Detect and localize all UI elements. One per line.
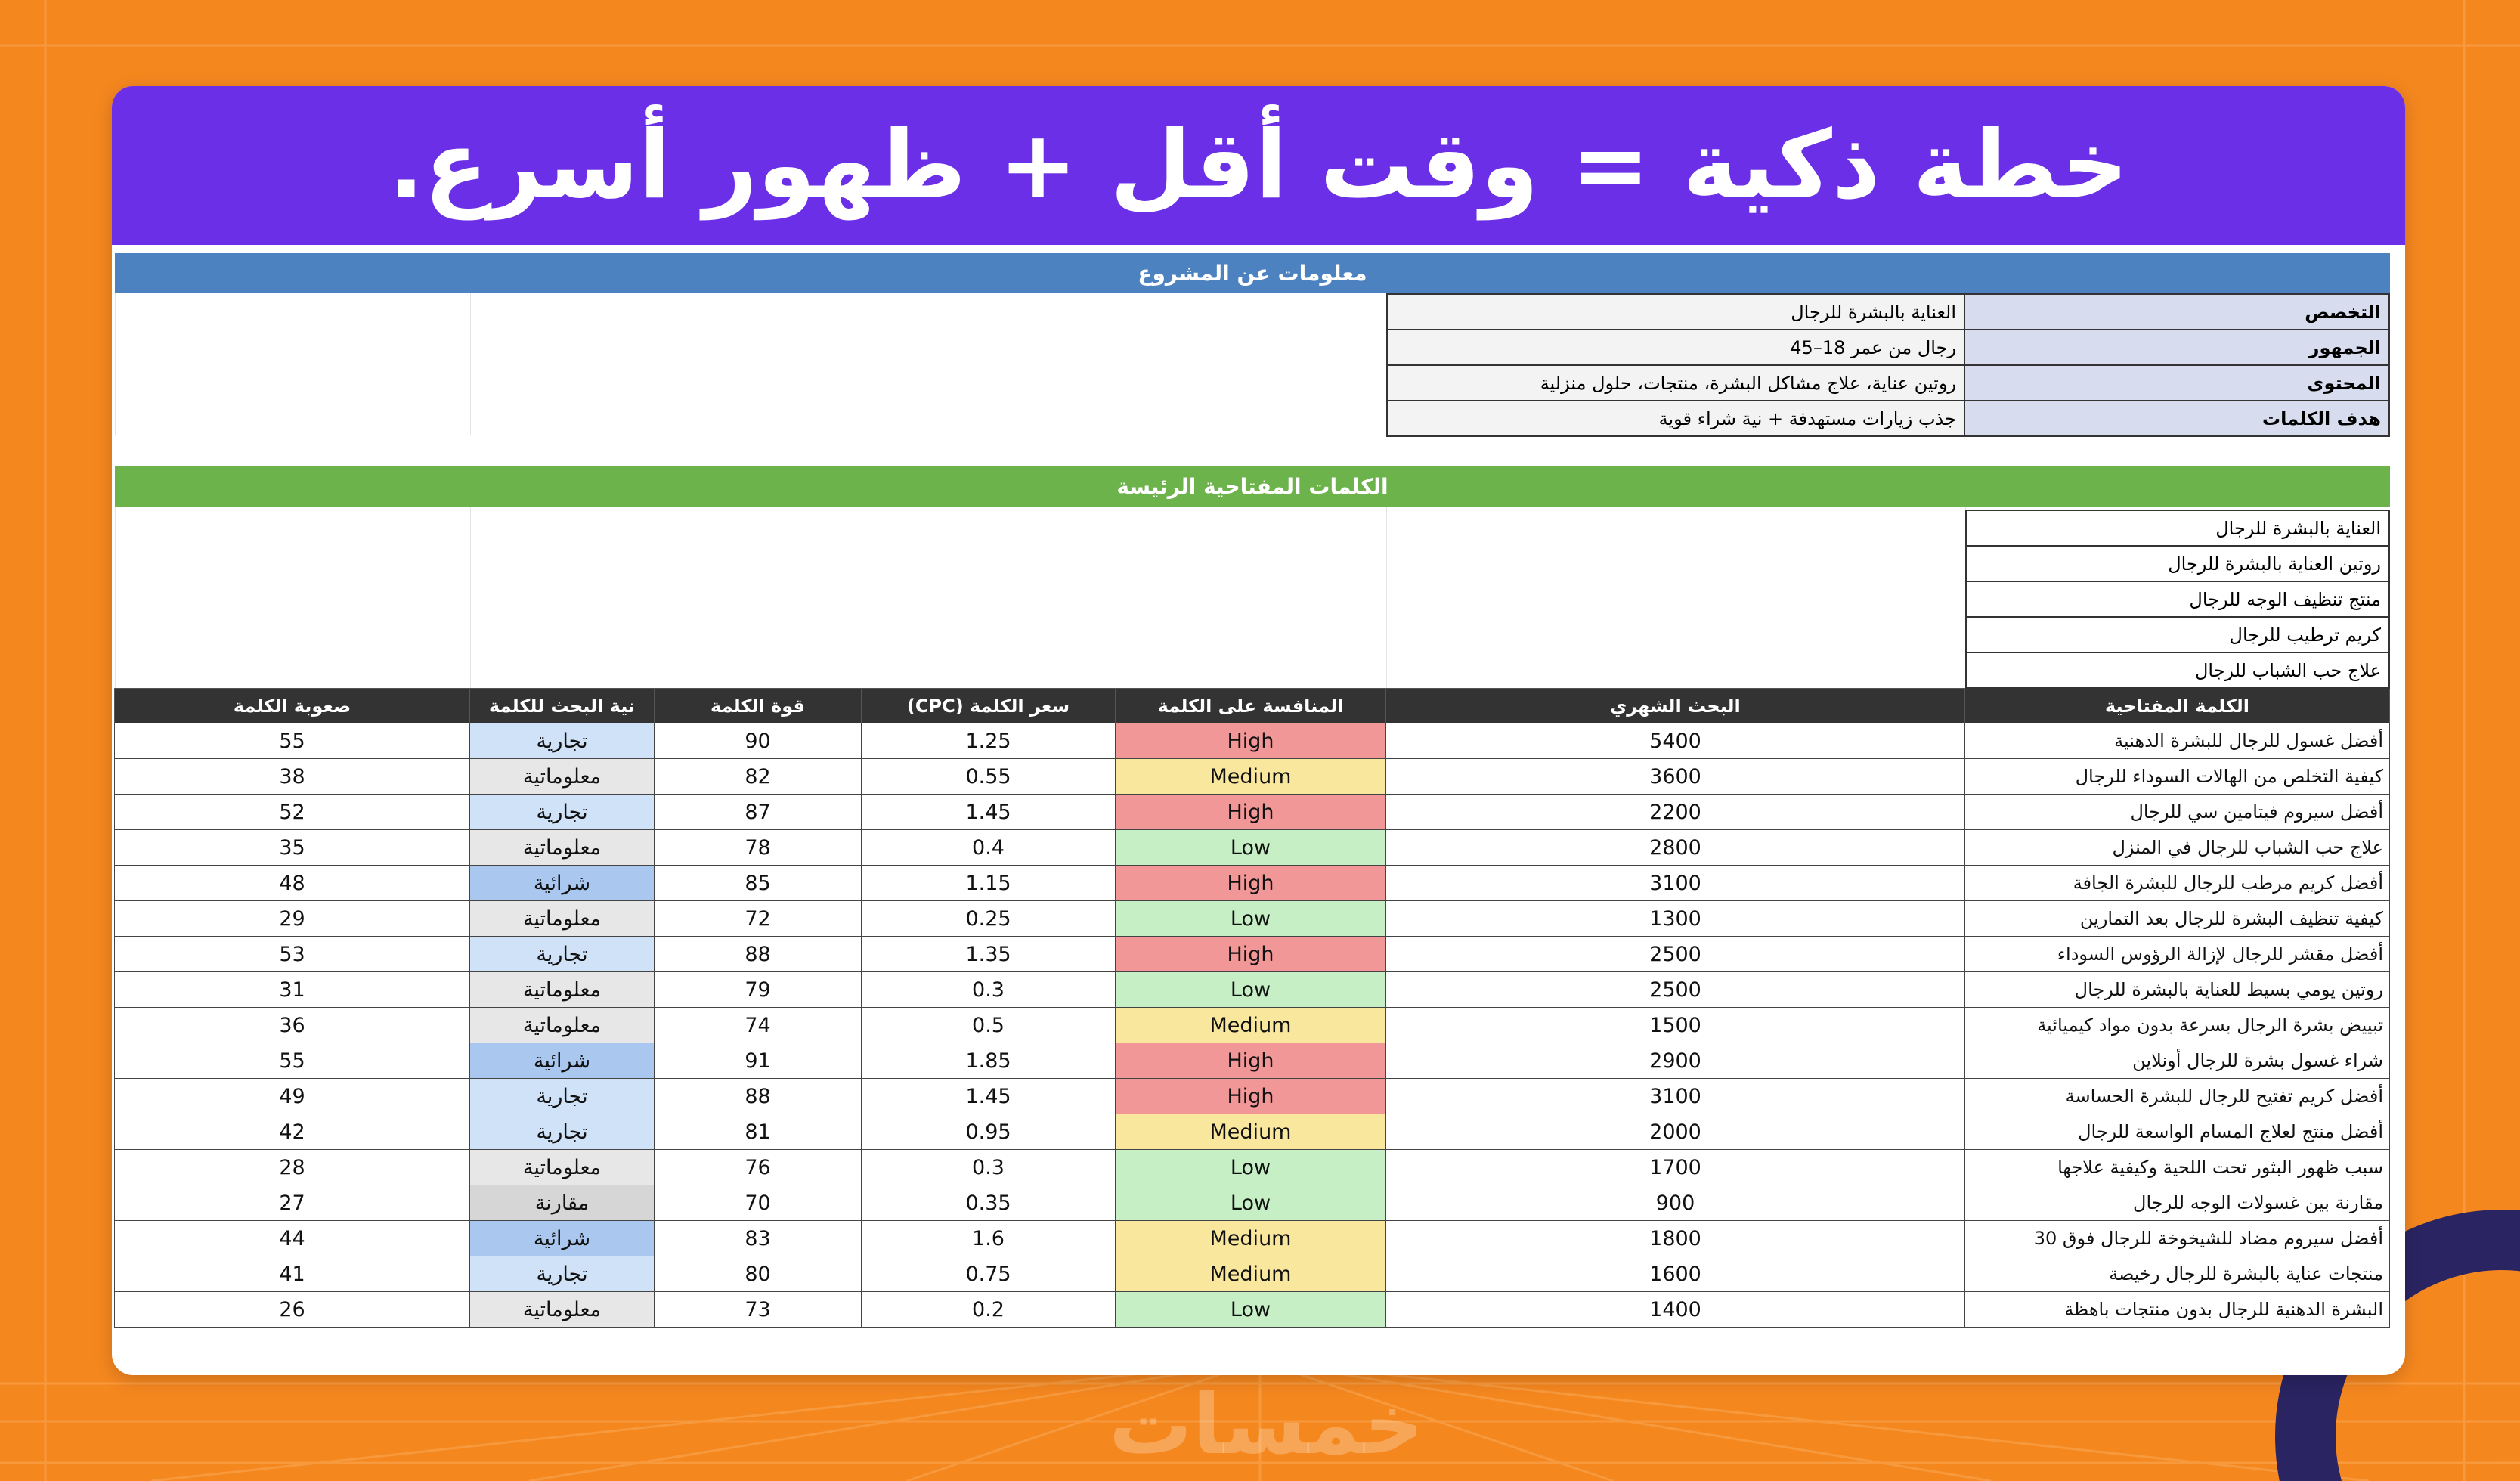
- strength-cell: 82: [655, 759, 862, 795]
- intent-cell: معلوماتية: [470, 1008, 655, 1043]
- intent-cell: معلوماتية: [470, 759, 655, 795]
- strength-cell: 83: [655, 1221, 862, 1256]
- spacer-row: [115, 435, 2390, 466]
- intent-cell: تجارية: [470, 1114, 655, 1150]
- difficulty-cell: 27: [115, 1185, 470, 1221]
- volume-cell: 1800: [1386, 1221, 1965, 1256]
- info-value: العناية بالبشرة للرجال: [1387, 294, 1964, 330]
- table-row: [115, 759, 2390, 795]
- cpc-cell: 0.35: [862, 1185, 1116, 1221]
- difficulty-cell: 41: [115, 1256, 470, 1292]
- strength-cell: 88: [655, 1079, 862, 1114]
- competition-cell: Low: [1116, 1292, 1386, 1328]
- keyword-cell: أفضل مقشر للرجال لإزالة الرؤوس السوداء: [1965, 937, 2390, 972]
- competition-cell: Medium: [1116, 1221, 1386, 1256]
- competition-cell: High: [1116, 1079, 1386, 1114]
- intent-cell: مقارنة: [470, 1185, 655, 1221]
- difficulty-cell: 52: [115, 795, 470, 830]
- volume-cell: 2000: [1386, 1114, 1965, 1150]
- volume-cell: 2500: [1386, 972, 1965, 1008]
- cpc-cell: 1.25: [862, 723, 1116, 759]
- column-header: البحث الشهري: [1386, 689, 1965, 723]
- keyword-cell: البشرة الدهنية للرجال بدون منتجات باهظة: [1965, 1292, 2390, 1328]
- column-header: المنافسة على الكلمة: [1116, 689, 1386, 723]
- table-row: [115, 1256, 2390, 1292]
- keyword-cell: مقارنة بين غسولات الوجه للرجال: [1965, 1185, 2390, 1221]
- strength-cell: 76: [655, 1150, 862, 1185]
- intent-cell: تجارية: [470, 937, 655, 972]
- strength-cell: 85: [655, 866, 862, 901]
- project-info-header: معلومات عن المشروع: [115, 253, 2390, 293]
- table-row: [115, 723, 2390, 759]
- difficulty-cell: 26: [115, 1292, 470, 1328]
- project-info-table: [1386, 293, 2390, 437]
- strength-cell: 91: [655, 1043, 862, 1079]
- intent-cell: تجارية: [470, 723, 655, 759]
- strength-cell: 90: [655, 723, 862, 759]
- cpc-cell: 0.75: [862, 1256, 1116, 1292]
- volume-cell: 2500: [1386, 937, 1965, 972]
- info-label: المحتوى: [1964, 365, 2389, 401]
- info-value: جذب زيارات مستهدفة + نية شراء قوية: [1387, 401, 1964, 436]
- volume-cell: 3100: [1386, 866, 1965, 901]
- column-header: سعر الكلمة (CPC): [862, 689, 1116, 723]
- table-row: [115, 866, 2390, 901]
- keyword-cell: شراء غسول بشرة للرجال أونلاين: [1965, 1043, 2390, 1079]
- competition-cell: Medium: [1116, 1114, 1386, 1150]
- column-header: قوة الكلمة: [655, 689, 862, 723]
- keyword-cell: أفضل كريم مرطب للرجال للبشرة الجافة: [1965, 866, 2390, 901]
- title-banner: [112, 86, 2405, 245]
- cpc-cell: 0.95: [862, 1114, 1116, 1150]
- competition-cell: High: [1116, 795, 1386, 830]
- main-keyword-row: [1966, 617, 2389, 652]
- difficulty-cell: 36: [115, 1008, 470, 1043]
- main-keyword: علاج حب الشباب للرجال: [1966, 652, 2389, 688]
- strength-cell: 79: [655, 972, 862, 1008]
- competition-cell: Low: [1116, 1150, 1386, 1185]
- table-row: [115, 830, 2390, 866]
- info-row: [1387, 294, 2389, 330]
- info-row: [1387, 401, 2389, 436]
- cpc-cell: 1.15: [862, 866, 1116, 901]
- info-label: التخصص: [1964, 294, 2389, 330]
- cpc-cell: 0.55: [862, 759, 1116, 795]
- intent-cell: شرائية: [470, 1221, 655, 1256]
- main-keyword: منتج تنظيف الوجه للرجال: [1966, 581, 2389, 617]
- cpc-cell: 1.45: [862, 1079, 1116, 1114]
- cpc-cell: 0.3: [862, 972, 1116, 1008]
- cpc-cell: 0.3: [862, 1150, 1116, 1185]
- intent-cell: معلوماتية: [470, 830, 655, 866]
- strength-cell: 87: [655, 795, 862, 830]
- cpc-cell: 1.45: [862, 795, 1116, 830]
- strength-cell: 80: [655, 1256, 862, 1292]
- info-row: [1387, 365, 2389, 401]
- intent-cell: معلوماتية: [470, 901, 655, 937]
- keyword-cell: أفضل غسول للرجال للبشرة الدهنية: [1965, 723, 2390, 759]
- project-info-section: [115, 293, 2390, 435]
- difficulty-cell: 44: [115, 1221, 470, 1256]
- info-label: هدف الكلمات: [1964, 401, 2389, 436]
- difficulty-cell: 42: [115, 1114, 470, 1150]
- volume-cell: 2900: [1386, 1043, 1965, 1079]
- main-keyword: العناية بالبشرة للرجال: [1966, 510, 2389, 546]
- intent-cell: معلوماتية: [470, 972, 655, 1008]
- volume-cell: 1400: [1386, 1292, 1965, 1328]
- column-header: صعوبة الكلمة: [115, 689, 470, 723]
- intent-cell: شرائية: [470, 866, 655, 901]
- competition-cell: Low: [1116, 1185, 1386, 1221]
- info-value: روتين عناية، علاج مشاكل البشرة، منتجات، حلول منزلية: [1387, 365, 1964, 401]
- column-header: نية البحث للكلمة: [470, 689, 655, 723]
- volume-cell: 2800: [1386, 830, 1965, 866]
- volume-cell: 1500: [1386, 1008, 1965, 1043]
- watermark-logo: خمسات: [1109, 1376, 1424, 1473]
- keyword-cell: كيفية تنظيف البشرة للرجال بعد التمارين: [1965, 901, 2390, 937]
- main-keyword-row: [1966, 581, 2389, 617]
- cpc-cell: 1.35: [862, 937, 1116, 972]
- table-row: [115, 1185, 2390, 1221]
- competition-cell: Low: [1116, 972, 1386, 1008]
- keyword-cell: كيفية التخلص من الهالات السوداء للرجال: [1965, 759, 2390, 795]
- competition-cell: High: [1116, 723, 1386, 759]
- keyword-cell: روتين يومي بسيط للعناية بالبشرة للرجال: [1965, 972, 2390, 1008]
- main-keywords-header: الكلمات المفتاحية الرئيسة: [115, 466, 2390, 507]
- strength-cell: 81: [655, 1114, 862, 1150]
- competition-cell: High: [1116, 1043, 1386, 1079]
- difficulty-cell: 31: [115, 972, 470, 1008]
- volume-cell: 3600: [1386, 759, 1965, 795]
- keyword-cell: أفضل سيروم فيتامين سي للرجال: [1965, 795, 2390, 830]
- keyword-cell: منتجات عناية بالبشرة للرجال رخيصة: [1965, 1256, 2390, 1292]
- table-row: [115, 1043, 2390, 1079]
- main-keywords-list: [1965, 510, 2390, 689]
- difficulty-cell: 28: [115, 1150, 470, 1185]
- spreadsheet-card: [112, 86, 2405, 1375]
- table-row: [115, 1221, 2390, 1256]
- main-keyword-row: [1966, 546, 2389, 581]
- volume-cell: 2200: [1386, 795, 1965, 830]
- cpc-cell: 0.4: [862, 830, 1116, 866]
- spreadsheet: [115, 253, 2390, 1328]
- main-keyword: روتين العناية بالبشرة للرجال: [1966, 546, 2389, 581]
- main-keyword-row: [1966, 652, 2389, 688]
- intent-cell: تجارية: [470, 795, 655, 830]
- keyword-cell: أفضل سيروم مضاد للشيخوخة للرجال فوق 30: [1965, 1221, 2390, 1256]
- intent-cell: معلوماتية: [470, 1150, 655, 1185]
- column-header: الكلمة المفتاحية: [1965, 689, 2390, 723]
- difficulty-cell: 29: [115, 901, 470, 937]
- competition-cell: Low: [1116, 830, 1386, 866]
- volume-cell: 1600: [1386, 1256, 1965, 1292]
- table-header-row: [115, 689, 2390, 723]
- table-row: [115, 901, 2390, 937]
- keywords-data-table: [114, 688, 2390, 1328]
- table-row: [115, 1008, 2390, 1043]
- competition-cell: High: [1116, 937, 1386, 972]
- table-row: [115, 1079, 2390, 1114]
- intent-cell: تجارية: [470, 1079, 655, 1114]
- strength-cell: 70: [655, 1185, 862, 1221]
- main-keyword: كريم ترطيب للرجال: [1966, 617, 2389, 652]
- table-row: [115, 937, 2390, 972]
- intent-cell: شرائية: [470, 1043, 655, 1079]
- strength-cell: 72: [655, 901, 862, 937]
- table-row: [115, 1150, 2390, 1185]
- intent-cell: تجارية: [470, 1256, 655, 1292]
- cpc-cell: 1.85: [862, 1043, 1116, 1079]
- intent-cell: معلوماتية: [470, 1292, 655, 1328]
- table-row: [115, 795, 2390, 830]
- volume-cell: 1300: [1386, 901, 1965, 937]
- volume-cell: 3100: [1386, 1079, 1965, 1114]
- table-row: [115, 1292, 2390, 1328]
- competition-cell: Low: [1116, 901, 1386, 937]
- main-keywords-section: [115, 507, 2390, 688]
- competition-cell: Medium: [1116, 1008, 1386, 1043]
- info-label: الجمهور: [1964, 330, 2389, 365]
- keyword-cell: علاج حب الشباب للرجال في المنزل: [1965, 830, 2390, 866]
- difficulty-cell: 55: [115, 1043, 470, 1079]
- keyword-cell: أفضل كريم تفتيح للرجال للبشرة الحساسة: [1965, 1079, 2390, 1114]
- keyword-cell: سبب ظهور البثور تحت اللحية وكيفية علاجها: [1965, 1150, 2390, 1185]
- keyword-cell: تبييض بشرة الرجال بسرعة بدون مواد كيميائية: [1965, 1008, 2390, 1043]
- difficulty-cell: 38: [115, 759, 470, 795]
- volume-cell: 1700: [1386, 1150, 1965, 1185]
- cpc-cell: 0.5: [862, 1008, 1116, 1043]
- banner-title: خطة ذكية = وقت أقل + ظهور أسرع.: [389, 111, 2128, 220]
- keyword-cell: أفضل منتج لعلاج المسام الواسعة للرجال: [1965, 1114, 2390, 1150]
- volume-cell: 5400: [1386, 723, 1965, 759]
- competition-cell: High: [1116, 866, 1386, 901]
- difficulty-cell: 48: [115, 866, 470, 901]
- main-keyword-row: [1966, 510, 2389, 546]
- strength-cell: 78: [655, 830, 862, 866]
- competition-cell: Medium: [1116, 1256, 1386, 1292]
- cpc-cell: 1.6: [862, 1221, 1116, 1256]
- cpc-cell: 0.25: [862, 901, 1116, 937]
- difficulty-cell: 49: [115, 1079, 470, 1114]
- table-row: [115, 1114, 2390, 1150]
- strength-cell: 88: [655, 937, 862, 972]
- info-value: رجال من عمر 18–45: [1387, 330, 1964, 365]
- competition-cell: Medium: [1116, 759, 1386, 795]
- info-row: [1387, 330, 2389, 365]
- cpc-cell: 0.2: [862, 1292, 1116, 1328]
- difficulty-cell: 55: [115, 723, 470, 759]
- volume-cell: 900: [1386, 1185, 1965, 1221]
- strength-cell: 74: [655, 1008, 862, 1043]
- strength-cell: 73: [655, 1292, 862, 1328]
- difficulty-cell: 53: [115, 937, 470, 972]
- difficulty-cell: 35: [115, 830, 470, 866]
- table-row: [115, 972, 2390, 1008]
